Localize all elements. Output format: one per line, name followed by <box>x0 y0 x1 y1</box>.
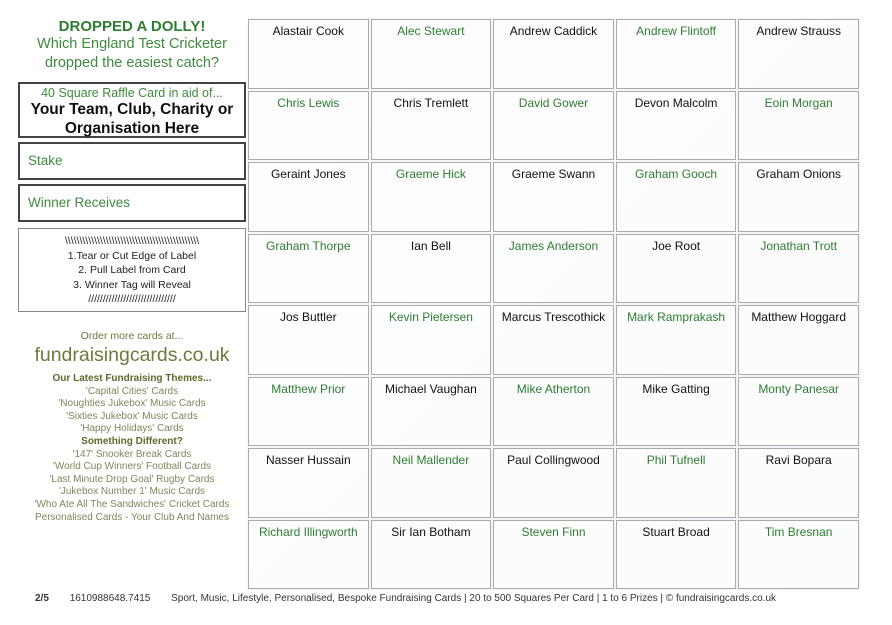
page-number: 2/5 <box>35 593 49 604</box>
raffle-square[interactable]: Sir Ian Botham <box>371 520 492 590</box>
theme-item: 'Jukebox Number 1' Music Cards <box>58 486 206 498</box>
theme-item: 'Noughties Jukebox' Music Cards <box>58 398 206 410</box>
raffle-square[interactable]: Paul Collingwood <box>493 448 614 518</box>
card-title: DROPPED A DOLLY! <box>58 18 206 35</box>
raffle-square[interactable]: Matthew Hoggard <box>738 305 859 375</box>
raffle-square[interactable]: Matthew Prior <box>248 377 369 447</box>
raffle-square[interactable]: Graeme Hick <box>371 162 492 232</box>
theme-item: 'Sixties Jukebox' Music Cards <box>66 410 198 422</box>
raffle-square[interactable]: Mark Ramprakash <box>616 305 737 375</box>
theme-item: 'Last Minute Drop Goal' Rugby Cards <box>49 473 215 485</box>
raffle-square[interactable]: Alec Stewart <box>371 19 492 89</box>
aid-line: 40 Square Raffle Card in aid of... <box>41 86 223 100</box>
card-subtitle: Which England Test Cricketer dropped the easiest catch? <box>37 36 227 71</box>
footer <box>35 593 794 604</box>
raffle-square[interactable]: Chris Lewis <box>248 91 369 161</box>
order-section <box>18 330 246 367</box>
website-link[interactable]: fundraisingcards.co.uk <box>34 344 230 366</box>
organisation-name: Your Team, Club, Charity or Organisation Here <box>30 101 234 137</box>
instruction-line: ////////////////////////////// <box>88 293 176 305</box>
raffle-square[interactable]: James Anderson <box>493 234 614 304</box>
raffle-square[interactable]: Andrew Strauss <box>738 19 859 89</box>
raffle-square[interactable]: Monty Panesar <box>738 377 859 447</box>
info-panel <box>18 18 246 524</box>
raffle-square[interactable]: Phil Tufnell <box>616 448 737 518</box>
raffle-square[interactable]: Jos Buttler <box>248 305 369 375</box>
raffle-square[interactable]: Graeme Swann <box>493 162 614 232</box>
raffle-square[interactable]: Kevin Pietersen <box>371 305 492 375</box>
raffle-square[interactable]: Graham Thorpe <box>248 234 369 304</box>
raffle-square[interactable]: Jonathan Trott <box>738 234 859 304</box>
theme-item: 'Capital Cities' Cards <box>85 385 179 397</box>
raffle-square[interactable]: Andrew Flintoff <box>616 19 737 89</box>
raffle-square[interactable]: Ravi Bopara <box>738 448 859 518</box>
instruction-line: \\\\\\\\\\\\\\\\\\\\\\\\\\\\\\\\\\\\\\\\\\\\\\ <box>64 235 200 247</box>
raffle-square[interactable]: Joe Root <box>616 234 737 304</box>
raffle-square[interactable]: Neil Mallender <box>371 448 492 518</box>
raffle-square[interactable]: Michael Vaughan <box>371 377 492 447</box>
raffle-square[interactable]: Graham Gooch <box>616 162 737 232</box>
raffle-square[interactable]: Nasser Hussain <box>248 448 369 518</box>
raffle-square[interactable]: Ian Bell <box>371 234 492 304</box>
instruction-line: 1.Tear or Cut Edge of Label <box>67 249 197 262</box>
raffle-square[interactable]: Marcus Trescothick <box>493 305 614 375</box>
raffle-square[interactable]: Tim Bresnan <box>738 520 859 590</box>
theme-item: 'World Cup Winners' Football Cards <box>52 461 212 473</box>
raffle-square[interactable]: Geraint Jones <box>248 162 369 232</box>
raffle-grid <box>247 18 860 590</box>
raffle-square[interactable]: Andrew Caddick <box>493 19 614 89</box>
theme-item: '147' Snooker Break Cards <box>72 448 192 460</box>
raffle-square[interactable]: Graham Onions <box>738 162 859 232</box>
aid-box <box>18 82 246 138</box>
winner-receives-field: Winner Receives <box>18 184 246 222</box>
themes-heading: Something Different? <box>81 435 183 447</box>
raffle-square[interactable]: David Gower <box>493 91 614 161</box>
stake-field: Stake <box>18 142 246 180</box>
card-id: 1610988648.7415 <box>69 593 151 604</box>
themes-heading: Our Latest Fundraising Themes... <box>52 373 212 384</box>
instructions-box <box>18 228 246 312</box>
raffle-square[interactable]: Devon Malcolm <box>616 91 737 161</box>
order-text: Order more cards at... <box>80 330 184 342</box>
raffle-square[interactable]: Chris Tremlett <box>371 91 492 161</box>
footer-text: Sport, Music, Lifestyle, Personalised, Bespoke Fundraising Cards | 20 to 500 Squares Per Card | 1 to 6 Prizes | © fundraisingcards.co.uk <box>171 593 777 604</box>
raffle-square[interactable]: Richard Illingworth <box>248 520 369 590</box>
raffle-square[interactable]: Eoin Morgan <box>738 91 859 161</box>
theme-item: Personalised Cards - Your Club And Names <box>35 511 229 523</box>
raffle-square[interactable]: Mike Gatting <box>616 377 737 447</box>
raffle-square[interactable]: Steven Finn <box>493 520 614 590</box>
theme-item: 'Happy Holidays' Cards <box>80 423 184 435</box>
raffle-square[interactable]: Mike Atherton <box>493 377 614 447</box>
raffle-square[interactable]: Stuart Broad <box>616 520 737 590</box>
themes-list <box>18 373 246 524</box>
raffle-square[interactable]: Alastair Cook <box>248 19 369 89</box>
theme-item: 'Who Ate All The Sandwiches' Cricket Cards <box>34 498 230 510</box>
instruction-line: 3. Winner Tag will Reveal <box>73 278 191 291</box>
instruction-line: 2. Pull Label from Card <box>78 264 186 276</box>
